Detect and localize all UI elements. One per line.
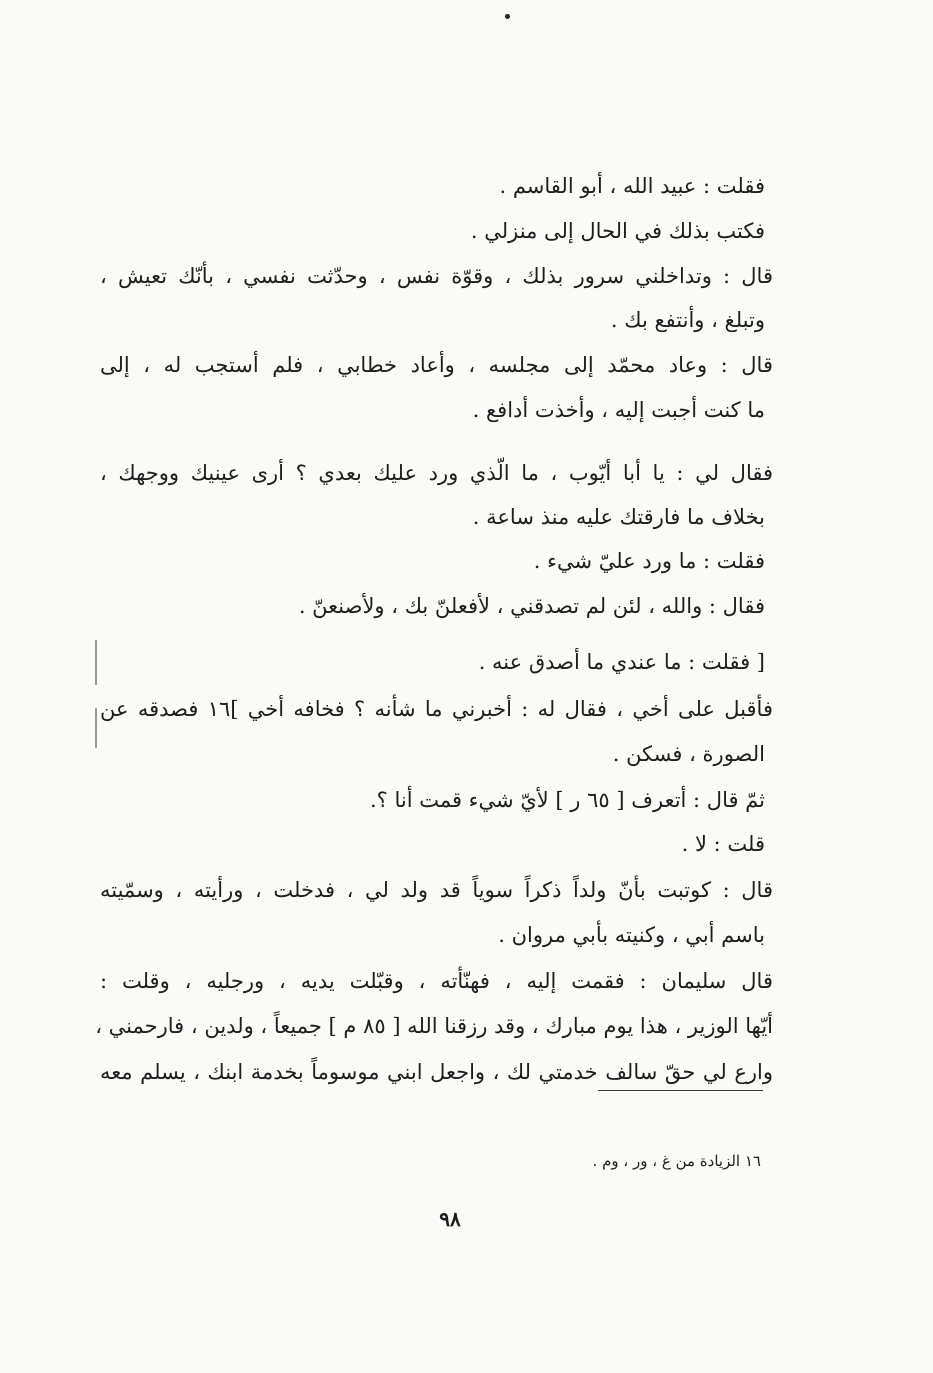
text-line: ثمّ قال : أتعرف [ ٦٥ ر ] لأيّ شيء قمت أنا ؟. — [369, 788, 765, 812]
margin-mark — [95, 640, 97, 685]
text-line: فقلت : ما ورد عليّ شيء . — [533, 549, 765, 573]
text-line: قال : كوتبت بأنّ ولداً ذكراً سوياً قد ولد لي ، فدخلت ، ورأيته ، وسمّيته — [100, 878, 773, 902]
text-line: قلت : لا . — [681, 832, 765, 856]
text-line: فقال : والله ، لئن لم تصدقني ، لأفعلنّ بك ، ولأصنعنّ . — [298, 594, 765, 618]
footnote: ١٦ الزيادة من غ ، ور ، وم . — [592, 1152, 761, 1170]
text-line: قال : وعاد محمّد إلى مجلسه ، وأعاد خطابي ، فلم أستجب له ، إلى — [100, 353, 773, 377]
text-line: [ فقلت : ما عندي ما أصدق عنه . — [478, 650, 765, 674]
text-line: فأقبل على أخي ، فقال له : أخبرني ما شأنه ؟ فخافه أخي ]١٦ فصدقه عن — [100, 697, 773, 721]
ink-dot — [505, 14, 510, 19]
footnote-separator — [598, 1090, 763, 1091]
text-line: باسم أبي ، وكنيته بأبي مروان . — [498, 923, 765, 947]
text-line: فقال لي : يا أبا أيّوب ، ما الّذي ورد عليك بعدي ؟ أرى عينيك ووجهك ، — [100, 461, 773, 485]
text-line: وتبلغ ، وأنتفع بك . — [610, 308, 765, 332]
text-line: بخلاف ما فارقتك عليه منذ ساعة . — [472, 505, 765, 529]
text-line: أيّها الوزير ، هذا يوم مبارك ، وقد رزقنا الله [ ٨٥ م ] جميعاً ، ولدين ، فارحمني ، — [95, 1014, 773, 1038]
text-line: قال سليمان : فقمت إليه ، فهنّأته ، وقبّلت يديه ، ورجليه ، وقلت : — [100, 969, 773, 993]
text-line: قال : وتداخلني سرور بذلك ، وقوّة نفس ، وحدّثت نفسي ، بأنّك تعيش ، — [100, 264, 773, 288]
text-line: ما كنت أجبت إليه ، وأخذت أدافع . — [472, 398, 765, 422]
text-line: فكتب بذلك في الحال إلى منزلي . — [470, 219, 765, 243]
margin-mark — [95, 708, 97, 748]
text-line: الصورة ، فسكن . — [612, 742, 765, 766]
page-number: ٩٨ — [439, 1207, 461, 1231]
text-line: فقلت : عبيد الله ، أبو القاسم . — [499, 174, 765, 198]
text-line: وارع لي حقّ سالف خدمتي لك ، واجعل ابني موسوماً بخدمة ابنك ، يسلم معه — [100, 1060, 773, 1084]
